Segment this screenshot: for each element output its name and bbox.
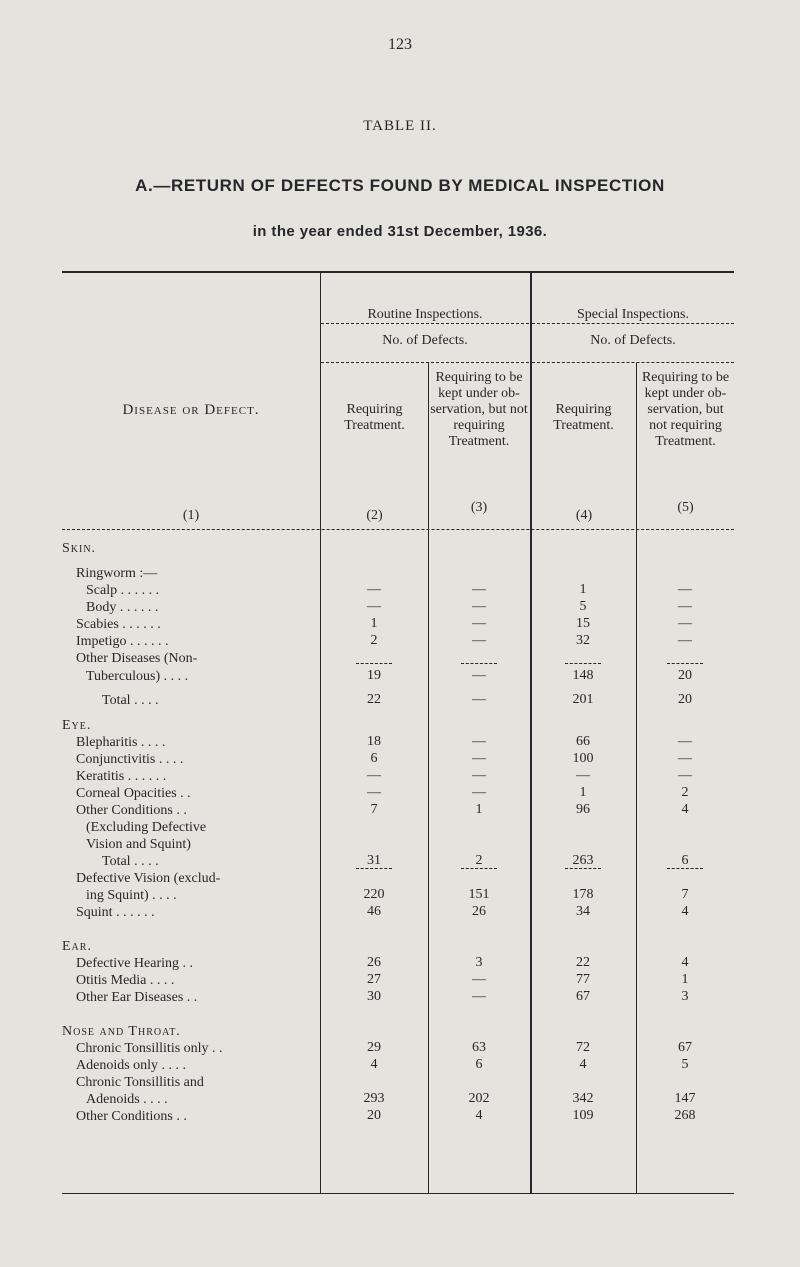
cell-col3: — <box>472 768 486 783</box>
cell-col4: 96 <box>576 802 590 817</box>
cell-col5: 4 <box>681 802 689 817</box>
row-label: Chronic Tonsillitis and <box>76 1075 204 1090</box>
cell-col3: — <box>472 692 486 707</box>
cell-col4: 22 <box>576 955 590 970</box>
row-label: Conjunctivitis . . . . <box>76 752 184 767</box>
col-divider-2 <box>428 363 429 1193</box>
routine-observation-header: Requiring to be kept under ob-servation, but not requiring Treatment. <box>430 370 528 449</box>
cell-col5: 4 <box>681 904 689 919</box>
cell-col2: 4 <box>370 1057 378 1072</box>
routine-inspections-header: Routine Inspections. <box>367 307 483 322</box>
cell-col4: 67 <box>576 989 590 1004</box>
cell-col3: — <box>472 582 486 597</box>
cell-col4: 109 <box>572 1108 594 1123</box>
cell-col3: — <box>472 751 486 766</box>
special-underline <box>532 323 734 325</box>
row-label: Other Conditions . . <box>76 1109 187 1124</box>
cell-col2: 6 <box>370 751 378 766</box>
row-label: Blepharitis . . . . <box>76 735 166 750</box>
cell-col5: 20 <box>678 692 692 707</box>
cell-col5: 6 <box>681 853 689 868</box>
cell-col3: — <box>472 599 486 614</box>
cell-col4: 342 <box>572 1091 594 1106</box>
header-bottom-rule <box>62 529 734 531</box>
total-rule <box>667 663 703 665</box>
row-label: Scabies . . . . . . <box>76 617 161 632</box>
cell-col5: 20 <box>678 668 692 683</box>
total-rule <box>667 868 703 870</box>
col-number-3: (3) <box>470 500 488 515</box>
cell-col2: 7 <box>370 802 378 817</box>
special-treatment-header: Requiring Treatment. <box>553 402 614 433</box>
row-label: Tuberculous) . . . . <box>86 669 189 684</box>
cell-col3: 26 <box>472 904 486 919</box>
cell-col5: — <box>678 751 692 766</box>
cell-col5: — <box>678 633 692 648</box>
cell-col2: — <box>367 768 381 783</box>
col-number-5: (5) <box>677 500 694 515</box>
col-divider-4 <box>636 363 637 1193</box>
row-label: Defective Vision (exclud- <box>76 871 221 886</box>
cell-col4: 4 <box>579 1057 587 1072</box>
cell-col5: 268 <box>674 1108 696 1123</box>
section-heading: Eye. <box>62 718 92 733</box>
cell-col2: 31 <box>367 853 381 868</box>
row-label: Impetigo . . . . . . <box>76 634 169 649</box>
row-label: Ringworm :— <box>76 566 158 581</box>
cell-col5: 5 <box>681 1057 689 1072</box>
cell-col5: 4 <box>681 955 689 970</box>
cell-col4: 66 <box>576 734 590 749</box>
cell-col2: 46 <box>367 904 381 919</box>
cell-col4: 77 <box>576 972 590 987</box>
cell-col3: 3 <box>475 955 483 970</box>
table-bottom-rule <box>62 1193 734 1194</box>
row-label: (Excluding Defective <box>86 820 207 835</box>
cell-col2: 27 <box>367 972 381 987</box>
cell-col5: 2 <box>681 785 689 800</box>
special-inspections-header: Special Inspections. <box>577 307 689 322</box>
routine-no-defects: No. of Defects. <box>382 333 468 348</box>
cell-col2: 30 <box>367 989 381 1004</box>
row-label: Other Conditions . . <box>76 803 187 818</box>
cell-col3: 151 <box>468 887 490 902</box>
row-label: Body . . . . . . <box>86 600 159 615</box>
cell-col3: — <box>472 734 486 749</box>
row-label: Total . . . . <box>102 854 159 869</box>
row-label: Chronic Tonsillitis only . . <box>76 1041 223 1056</box>
total-rule <box>461 663 497 665</box>
row-label: Adenoids . . . . <box>86 1092 168 1107</box>
total-rule <box>356 868 392 870</box>
routine-sub-underline <box>321 362 529 364</box>
cell-col3: 63 <box>472 1040 486 1055</box>
cell-col4: 263 <box>572 853 594 868</box>
cell-col4: 100 <box>572 751 594 766</box>
cell-col2: 22 <box>367 692 381 707</box>
cell-col2: 19 <box>367 668 381 683</box>
special-sub-underline <box>532 362 734 364</box>
cell-col2: — <box>367 582 381 597</box>
cell-col2: — <box>367 785 381 800</box>
cell-col2: 29 <box>367 1040 381 1055</box>
cell-col4: 1 <box>579 785 587 800</box>
cell-col3: 4 <box>475 1108 483 1123</box>
cell-col2: — <box>367 599 381 614</box>
cell-col4: 178 <box>572 887 594 902</box>
table-title: TABLE II. <box>363 118 437 134</box>
cell-col2: 293 <box>363 1091 385 1106</box>
cell-col3: — <box>472 989 486 1004</box>
cell-col5: — <box>678 768 692 783</box>
cell-col3: 202 <box>468 1091 490 1106</box>
cell-col4: 32 <box>576 633 590 648</box>
cell-col2: 20 <box>367 1108 381 1123</box>
cell-col5: 3 <box>681 989 689 1004</box>
cell-col2: 26 <box>367 955 381 970</box>
row-label: Adenoids only . . . . <box>76 1058 187 1073</box>
row-label: Keratitis . . . . . . <box>76 769 167 784</box>
col-number-4: (4) <box>575 508 593 523</box>
cell-col3: — <box>472 633 486 648</box>
page-number: 123 <box>388 36 412 53</box>
cell-col4: 1 <box>579 582 587 597</box>
total-rule <box>461 868 497 870</box>
cell-col2: 1 <box>370 616 378 631</box>
cell-col4: 201 <box>572 692 594 707</box>
disease-header: Disease or Defect. <box>122 402 260 418</box>
cell-col2: 2 <box>370 633 378 648</box>
cell-col2: 220 <box>363 887 385 902</box>
total-rule <box>565 663 601 665</box>
row-label: Other Diseases (Non- <box>76 651 198 666</box>
total-rule <box>356 663 392 665</box>
cell-col4: 15 <box>576 616 590 631</box>
special-observation-header: Requiring to be kept under ob-servation, but not requiring Treatment. <box>641 370 730 449</box>
cell-col4: — <box>576 768 590 783</box>
cell-col5: 67 <box>678 1040 692 1055</box>
cell-col2: 18 <box>367 734 381 749</box>
row-label: Total . . . . <box>102 693 159 708</box>
row-label: Corneal Opacities . . <box>76 786 191 801</box>
cell-col5: 147 <box>674 1091 696 1106</box>
cell-col3: — <box>472 972 486 987</box>
cell-col4: 5 <box>579 599 587 614</box>
cell-col5: — <box>678 582 692 597</box>
cell-col4: 34 <box>576 904 590 919</box>
cell-col3: — <box>472 785 486 800</box>
table-top-rule <box>62 271 734 273</box>
row-label: Other Ear Diseases . . <box>76 990 198 1005</box>
row-label: Defective Hearing . . <box>76 956 193 971</box>
row-label: ing Squint) . . . . <box>86 888 177 903</box>
section-heading: Nose and Throat. <box>62 1024 181 1039</box>
cell-col5: 7 <box>681 887 689 902</box>
report-heading: A.—RETURN OF DEFECTS FOUND BY MEDICAL INSPECTION <box>135 176 665 195</box>
cell-col3: — <box>472 616 486 631</box>
report-subheading: in the year ended 31st December, 1936. <box>252 223 548 240</box>
cell-col5: — <box>678 599 692 614</box>
cell-col3: 2 <box>475 853 483 868</box>
cell-col4: 148 <box>572 668 594 683</box>
col-divider-1 <box>320 273 321 1193</box>
cell-col3: — <box>472 668 486 683</box>
section-heading: Ear. <box>62 939 92 954</box>
col-number-1: (1) <box>182 508 200 523</box>
cell-col5: — <box>678 734 692 749</box>
row-label: Squint . . . . . . <box>76 905 155 920</box>
cell-col5: — <box>678 616 692 631</box>
routine-treatment-header: Requiring Treatment. <box>344 402 405 433</box>
cell-col3: 1 <box>475 802 483 817</box>
row-label: Vision and Squint) <box>86 837 191 852</box>
section-heading: Skin. <box>62 541 97 556</box>
cell-col4: 72 <box>576 1040 590 1055</box>
cell-col5: 1 <box>681 972 689 987</box>
row-label: Scalp . . . . . . <box>86 583 160 598</box>
cell-col3: 6 <box>475 1057 483 1072</box>
col-number-2: (2) <box>366 508 383 523</box>
special-no-defects: No. of Defects. <box>590 333 676 348</box>
row-label: Otitis Media . . . . <box>76 973 175 988</box>
total-rule <box>565 868 601 870</box>
routine-underline <box>321 323 529 325</box>
